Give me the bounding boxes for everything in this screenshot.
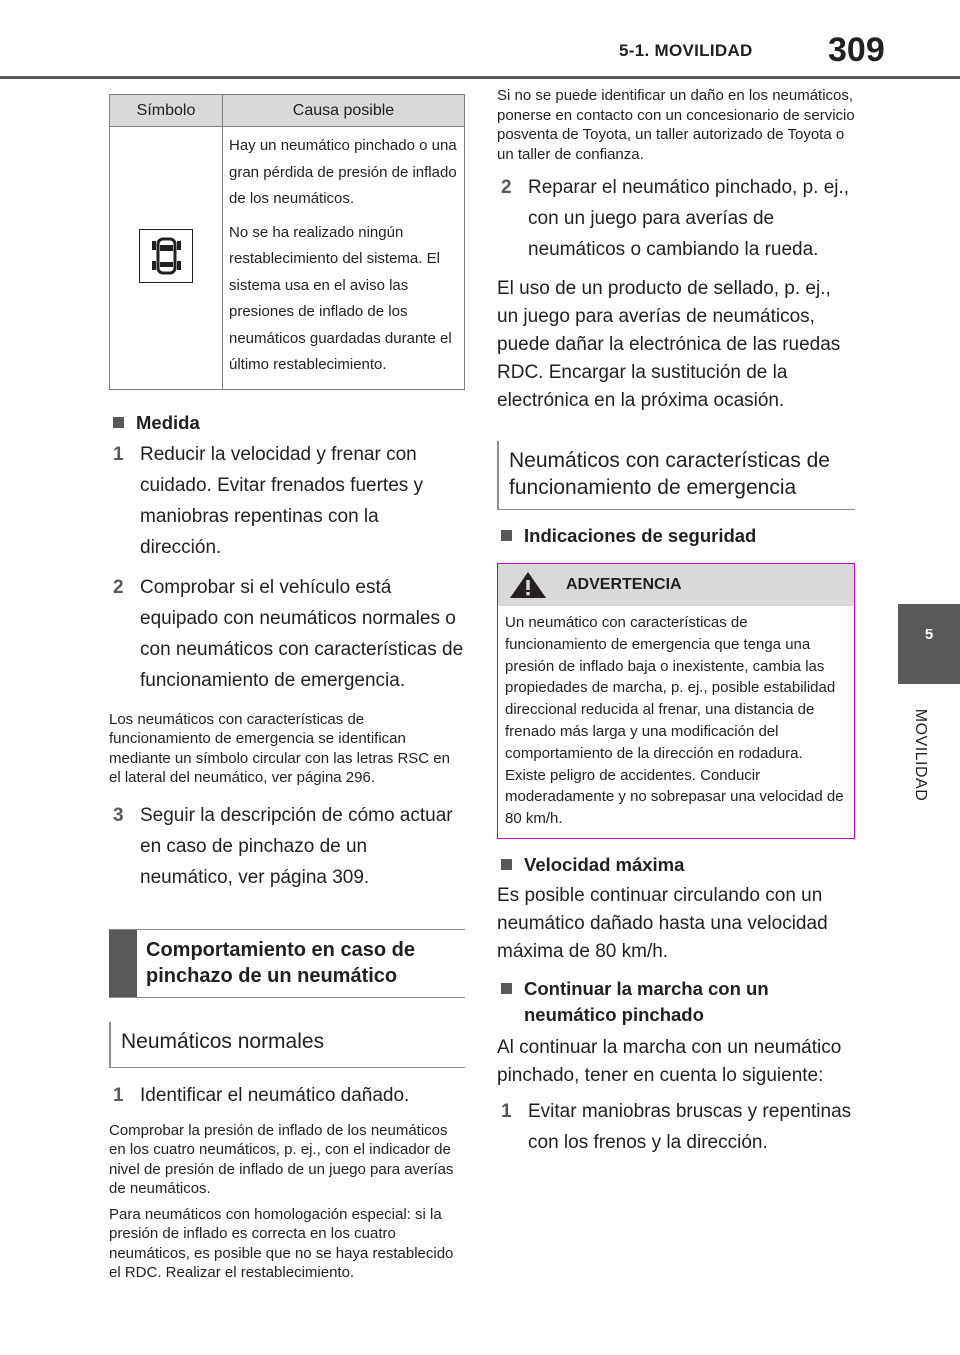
step-text: Reparar el neumático pinchado, p. ej., con un juego para averías de neumáticos o cambiando la rueda. bbox=[528, 177, 850, 260]
step-text: Identificar el neumático dañado. bbox=[140, 1084, 410, 1106]
right-column bbox=[497, 87, 855, 1158]
speed-heading-text: Velocidad máxima bbox=[524, 853, 685, 875]
medida-heading bbox=[109, 410, 465, 436]
symbol-cause-table bbox=[109, 94, 465, 390]
step-text: Comprobar si el vehículo está equipado con neumáticos normales o con neumáticos con características de funcionamiento de emergencia. bbox=[140, 576, 464, 691]
runflat-step-1 bbox=[497, 1096, 855, 1158]
symbol-cell bbox=[110, 127, 223, 390]
warning-triangle-icon bbox=[508, 570, 548, 600]
warning-box bbox=[497, 563, 855, 839]
subsection-heading: Neumáticos normales bbox=[121, 1029, 325, 1053]
chapter-tab bbox=[898, 604, 960, 684]
subsection-heading-box bbox=[109, 1022, 465, 1068]
chapter-number: 5 bbox=[924, 626, 934, 643]
sealant-paragraph: El uso de un producto de sellado, p. ej., un juego para averías de neumáticos, puede dañar la electrónica de las ruedas RDC. Encargar la sustitución de la electrónica en la próxima ocasión. bbox=[497, 278, 841, 411]
speed-paragraph: Es posible continuar circulando con un neumático dañado hasta una velocidad máxima de 80 km/h. bbox=[497, 884, 828, 962]
table-header-symbol: Símbolo bbox=[110, 95, 223, 127]
warning-header bbox=[498, 564, 854, 606]
square-bullet-icon bbox=[501, 983, 512, 994]
medida-heading-text: Medida bbox=[136, 411, 200, 433]
normal-step-1 bbox=[109, 1080, 465, 1111]
continue-heading-text: Continuar la marcha con un neumático pinchado bbox=[524, 977, 769, 1025]
step-number: 1 bbox=[113, 443, 124, 465]
left-column bbox=[109, 94, 465, 1283]
medida-step-3 bbox=[109, 800, 465, 893]
section-bar bbox=[109, 930, 137, 997]
section-title: 5-1. MOVILIDAD bbox=[619, 41, 753, 60]
normal-step-2 bbox=[497, 172, 855, 265]
table-header-cause: Causa posible bbox=[223, 95, 465, 127]
cause-flat-tire: Hay un neumático pinchado o una gran pérdida de presión de inflado de los neumáticos. bbox=[229, 137, 457, 207]
medida-step-2 bbox=[109, 572, 465, 696]
step-number: 3 bbox=[113, 804, 124, 826]
dealer-contact-paragraph: Si no se puede identificar un daño en los neumáticos, ponerse en contacto con un concesionario de servicio posventa de Toyota, un taller autorizado de Toyota o un taller de confianza. bbox=[497, 87, 855, 163]
rsc-note: Los neumáticos con características de funcionamiento de emergencia se identifican mediante un símbolo circular con las letras RSC en el lateral del neumático, ver página 296. bbox=[109, 710, 450, 786]
safety-heading-text: Indicaciones de seguridad bbox=[524, 525, 757, 546]
check-pressure-paragraph: Comprobar la presión de inflado de los neumáticos en los cuatro neumáticos, p. ej., con el indicador de nivel de presión de inflado de un juego para averías de neumáticos. bbox=[109, 1121, 454, 1197]
chapter-title-vertical bbox=[900, 700, 940, 810]
step-number: 1 bbox=[113, 1084, 124, 1106]
warning-title: ADVERTENCIA bbox=[566, 576, 682, 593]
step-number: 2 bbox=[113, 576, 124, 598]
square-bullet-icon bbox=[113, 417, 124, 428]
page-number: 309 bbox=[828, 31, 885, 69]
tire-pressure-car-icon bbox=[139, 229, 193, 283]
step-number: 2 bbox=[501, 177, 512, 198]
continue-paragraph: Al continuar la marcha con un neumático pinchado, tener en cuenta lo siguiente: bbox=[497, 1036, 842, 1086]
step-text: Evitar maniobras bruscas y repentinas con los frenos y la dirección. bbox=[528, 1100, 852, 1153]
chapter-title: MOVILIDAD bbox=[912, 708, 929, 802]
continue-heading bbox=[497, 976, 855, 1028]
section-heading: Comportamiento en caso de pinchazo de un neumático bbox=[146, 938, 415, 987]
warning-text: Un neumático con características de funcionamiento de emergencia que tenga una presión de inflado baja o inexistente, cambia las propiedades de marcha, p. ej., posible estabilidad direccional reducida al frenar, una distancia de frenado más larga y una modificación del comportamiento de la dirección en rodadura. Existe peligro de accidentes. Conducir moderadamente y no sobrepasar una velocidad de 80 km/h. bbox=[505, 614, 844, 828]
medida-step-1 bbox=[109, 439, 465, 563]
homologation-paragraph: Para neumáticos con homologación especial: si la presión de inflado es correcta en los cuatro neumáticos, es posible que no se haya restablecido el RDC. Realizar el restablecimiento. bbox=[109, 1205, 454, 1281]
speed-heading bbox=[497, 852, 855, 878]
step-text: Seguir la descripción de cómo actuar en caso de pinchazo de un neumático, ver página 309. bbox=[140, 804, 453, 888]
header-divider bbox=[0, 76, 960, 79]
square-bullet-icon bbox=[501, 530, 512, 541]
step-text: Reducir la velocidad y frenar con cuidado. Evitar frenados fuertes y maniobras repentinas con la dirección. bbox=[140, 443, 424, 558]
cause-cell bbox=[223, 127, 465, 390]
cause-no-reset: No se ha realizado ningún restablecimiento del sistema. El sistema usa en el aviso las presiones de inflado de los neumáticos guardadas durante el último restablecimiento. bbox=[229, 223, 452, 373]
runflat-heading-box bbox=[497, 441, 855, 510]
square-bullet-icon bbox=[501, 859, 512, 870]
step-number: 1 bbox=[501, 1100, 512, 1122]
section-heading-box bbox=[109, 929, 465, 998]
subsection-heading: Neumáticos con características de funcionamiento de emergencia bbox=[509, 449, 830, 499]
safety-heading bbox=[497, 523, 855, 549]
